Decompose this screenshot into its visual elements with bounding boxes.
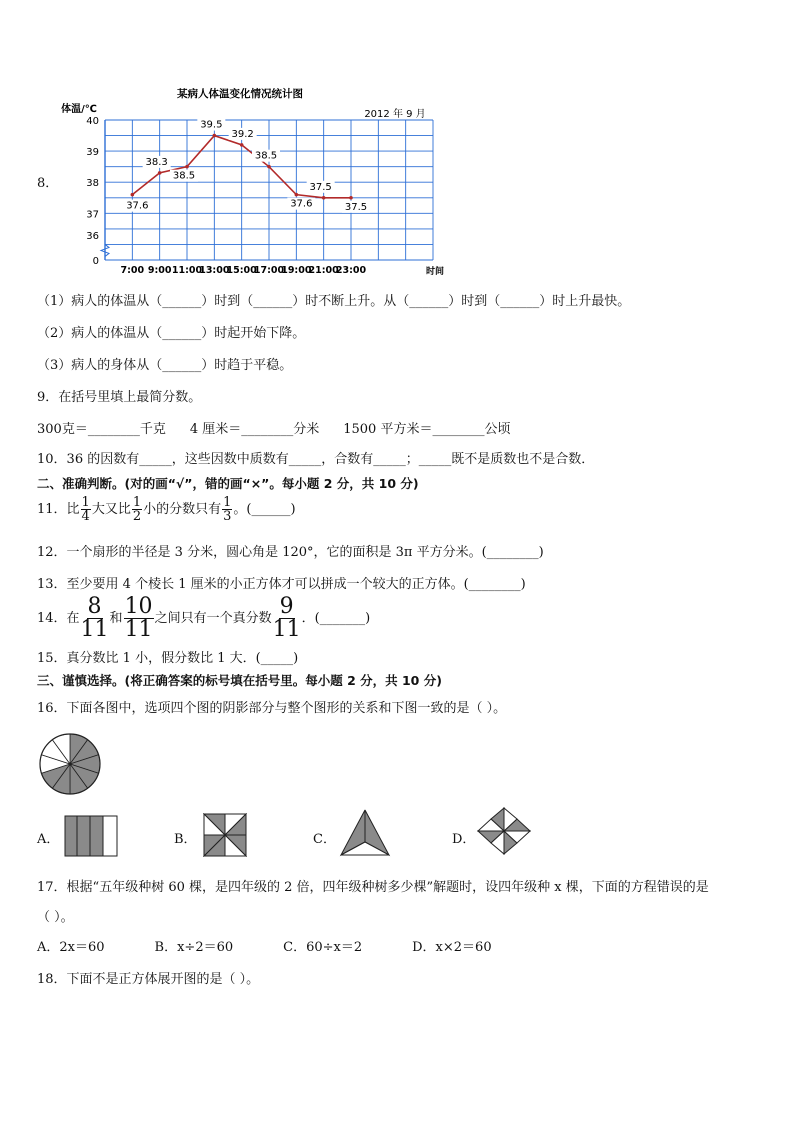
q17-option-a[interactable]: A．2x＝60	[37, 940, 105, 955]
q8-sub3: （3）病人的身体从（______）时趋于平稳。	[37, 358, 293, 373]
q12: 12．一个扇形的半径是 3 分米，圆心角是 120°，它的面积是 3π 平方分米。(________)	[37, 545, 544, 560]
data-label: 37.5	[309, 181, 332, 193]
fraction-1-4: $\frac{1}{4}$	[81, 495, 90, 524]
x-tick-label: 23:00	[335, 265, 367, 276]
q17-line1: 17．根据“五年级种树 60 棵，是四年级的 2 倍，四年级种树多少棵”解题时，设四年级种 x 棵，下面的方程错误的是	[37, 880, 709, 895]
y-tick-label: 37	[86, 209, 99, 221]
q9-title: 9．在括号里填上最简分数。	[37, 390, 202, 405]
q13: 13．至少要用 4 个棱长 1 厘米的小正方体才可以拼成一个较大的正方体。(________)	[37, 577, 526, 592]
q18: 18．下面不是正方体展开图的是（ ）。	[37, 972, 260, 987]
data-point	[185, 165, 189, 169]
q16-option-c-label: C．	[313, 832, 336, 847]
y-axis-ticks	[86, 116, 99, 267]
fraction-10-11: $\frac{10}{11}$	[124, 594, 153, 642]
q15: 15．真分数比 1 小，假分数比 1 大．(_____)	[37, 651, 299, 666]
x-tick-label: 21:00	[308, 265, 339, 276]
q17-options	[37, 936, 492, 955]
chart-date: 2012 年 9 月	[364, 109, 426, 120]
q14-mid1: 和	[109, 611, 123, 626]
fraction-8-11: $\frac{8}{11}$	[80, 594, 109, 642]
q8-sub1: （1）病人的体温从（______）时到（______）时不断上升。从（______）时到（______）时上升最快。	[37, 294, 631, 309]
q11-mid2: 小的分数只有	[143, 502, 222, 517]
data-label: 38.5	[172, 170, 196, 182]
chart-title: 某病人体温变化情况统计图	[177, 88, 303, 100]
data-label: 39.2	[231, 128, 254, 140]
data-point	[295, 193, 299, 197]
q11-pre: 11．比	[37, 502, 80, 517]
option-d-figure[interactable]	[477, 807, 531, 855]
q17-option-c[interactable]: C．60÷x＝2	[283, 940, 363, 955]
y-tick-label: 0	[92, 256, 99, 267]
q17-option-d[interactable]: D．x×2＝60	[412, 940, 492, 955]
x-tick-label: 9:00	[147, 265, 172, 276]
data-point	[322, 196, 326, 200]
q9-b: 4 厘米＝________分米	[189, 422, 320, 437]
y-axis-label: 体温/℃	[61, 104, 97, 115]
q14	[37, 596, 370, 641]
chart-grid	[101, 120, 433, 260]
option-a-figure[interactable]	[64, 815, 120, 857]
x-tick-label: 17:00	[253, 265, 285, 276]
q16-title: 16．下面各图中，选项四个图的阴影部分与整个图形的关系和下图一致的是（ ）。	[37, 701, 507, 716]
reference-circle-figure	[38, 732, 102, 796]
q17-option-b[interactable]: B．x÷2＝60	[154, 940, 234, 955]
question-number: 8．	[37, 176, 59, 191]
fraction-1-2: $\frac{1}{2}$	[132, 495, 142, 524]
fraction-9-11: $\frac{9}{11}$	[272, 594, 301, 642]
x-tick-label: 11:00	[171, 265, 203, 276]
q9-a: 300克＝________千克	[37, 422, 166, 437]
y-tick-label: 40	[86, 116, 99, 127]
data-point	[349, 196, 353, 200]
q11-mid1: 大又比	[91, 502, 131, 517]
data-labels	[123, 119, 370, 213]
q14-mid2: 之间只有一个真分数	[154, 611, 272, 626]
x-axis-label: 时间	[425, 267, 445, 277]
q14-post: ．(_______)	[301, 611, 371, 626]
y-tick-label: 36	[86, 231, 99, 243]
q10: 10．36 的因数有_____，这些因数中质数有_____，合数有_____；_____既不是质数也不是合数．	[37, 452, 595, 467]
x-tick-label: 7:00	[120, 265, 145, 276]
q9-c: 1500 平方米＝________公顷	[343, 422, 511, 437]
fraction-1-3: $\frac{1}{3}$	[223, 495, 232, 524]
data-point	[158, 171, 162, 175]
data-point	[267, 165, 271, 169]
x-axis-ticks	[121, 265, 367, 276]
data-label: 39.5	[200, 119, 223, 131]
y-tick-label: 39	[86, 147, 99, 159]
q14-pre: 14．在	[37, 611, 80, 626]
x-tick-label: 19:00	[281, 265, 312, 276]
section-2-heading: 二、准确判断。(对的画“√”，错的画“×”。每小题 2 分，共 10 分)	[37, 476, 419, 491]
q16-option-a-label: A．	[37, 832, 60, 847]
option-b-figure[interactable]	[203, 813, 247, 857]
q11-post: 。(______)	[233, 502, 296, 517]
data-point	[213, 134, 217, 138]
q16-option-b-label: B．	[174, 832, 197, 847]
data-label: 38.3	[145, 156, 168, 168]
y-tick-label: 38	[86, 178, 99, 190]
data-point	[131, 193, 135, 197]
x-tick-label: 13:00	[199, 265, 230, 276]
data-label: 37.6	[126, 200, 149, 212]
q16-option-d-label: D．	[452, 832, 476, 847]
x-tick-label: 15:00	[226, 265, 257, 276]
data-label: 37.6	[290, 198, 313, 210]
option-c-figure[interactable]	[339, 808, 391, 858]
q11	[37, 496, 296, 523]
data-point	[240, 143, 244, 147]
q17-line2: （ ）。	[37, 910, 74, 925]
data-label: 37.5	[344, 201, 368, 213]
section-3-heading: 三、谨慎选择。(将正确答案的标号填在括号里。每小题 2 分，共 10 分)	[37, 673, 442, 688]
q9-items	[37, 418, 510, 437]
temperature-line-chart	[55, 82, 455, 280]
data-label: 38.5	[254, 150, 278, 162]
q8-sub2: （2）病人的体温从（______）时起开始下降。	[37, 326, 306, 341]
